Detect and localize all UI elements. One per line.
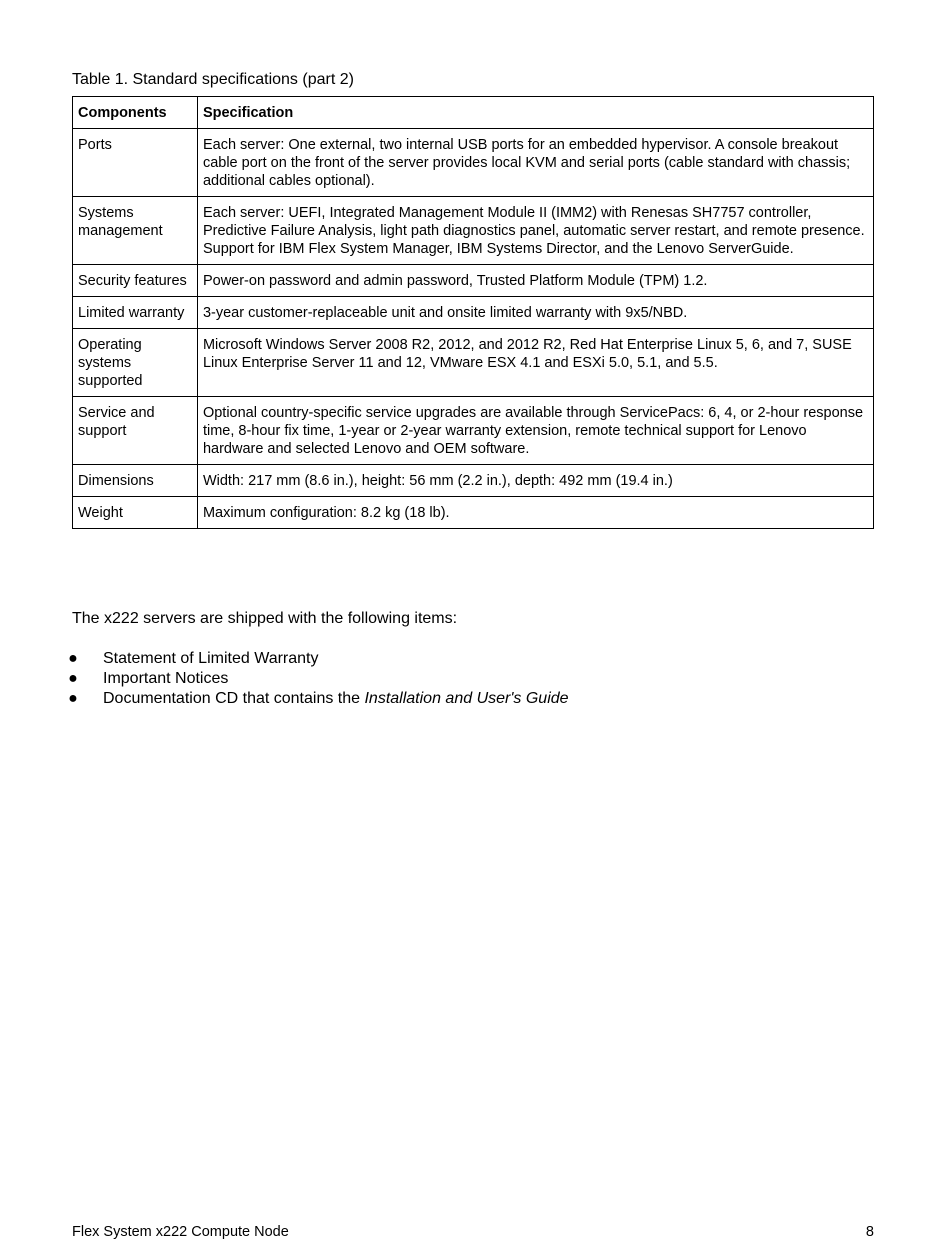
component-cell: Weight	[73, 497, 198, 529]
footer-document-title: Flex System x222 Compute Node	[72, 1224, 289, 1240]
table-row	[73, 297, 874, 329]
specifications-table	[72, 96, 874, 529]
specification-cell: Each server: UEFI, Integrated Management Module II (IMM2) with Renesas SH7757 controller, Predictive Failure Analysis, light path diagnostics panel, automatic server restart, and remote presence. Support for IBM Flex System Manager, IBM Systems Director, and the Lenovo ServerGuide.	[197, 197, 873, 265]
column-header-components: Components	[73, 97, 198, 129]
component-cell: Dimensions	[73, 465, 198, 497]
specification-cell: Maximum configuration: 8.2 kg (18 lb).	[197, 497, 873, 529]
table-caption: Table 1. Standard specifications (part 2)	[72, 71, 354, 88]
specification-cell: Each server: One external, two internal USB ports for an embedded hypervisor. A console breakout cable port on the front of the server provides local KVM and serial ports (cable standard with chassis; additional cables optional).	[197, 129, 873, 197]
footer-page-number: 8	[865, 1224, 874, 1240]
table-row	[73, 129, 874, 197]
bullet-icon: ●	[68, 650, 78, 667]
component-cell: Systems management	[73, 197, 198, 265]
list-item-text: Statement of Limited Warranty	[103, 650, 319, 667]
shipped-items-list	[68, 649, 569, 709]
specification-cell: Optional country-specific service upgrades are available through ServicePacs: 6, 4, or 2-hour response time, 8-hour fix time, 1-year or 2-year warranty extension, remote technical support for Lenovo hardware and selected Lenovo and OEM software.	[197, 397, 873, 465]
bullet-icon: ●	[68, 670, 78, 687]
table-row	[73, 197, 874, 265]
column-header-specification: Specification	[197, 97, 873, 129]
component-cell: Service and support	[73, 397, 198, 465]
table-row	[73, 397, 874, 465]
specification-cell: 3-year customer-replaceable unit and onsite limited warranty with 9x5/NBD.	[197, 297, 873, 329]
table-row	[73, 497, 874, 529]
specification-cell: Power-on password and admin password, Trusted Platform Module (TPM) 1.2.	[197, 265, 873, 297]
table-row	[73, 265, 874, 297]
specification-cell: Width: 217 mm (8.6 in.), height: 56 mm (2.2 in.), depth: 492 mm (19.4 in.)	[197, 465, 873, 497]
component-cell: Ports	[73, 129, 198, 197]
list-item-emphasis: Installation and User's Guide	[364, 690, 569, 707]
specification-cell: Microsoft Windows Server 2008 R2, 2012, and 2012 R2, Red Hat Enterprise Linux 5, 6, and 7, SUSE Linux Enterprise Server 11 and 12, VMware ESX 4.1 and ESXi 5.0, 5.1, and 5.5.	[197, 329, 873, 397]
list-item	[68, 689, 569, 709]
component-cell: Security features	[73, 265, 198, 297]
list-item-text: Important Notices	[103, 670, 229, 687]
table-row	[73, 329, 874, 397]
table-header-row	[73, 97, 874, 129]
component-cell: Operating systems supported	[73, 329, 198, 397]
table-row	[73, 465, 874, 497]
shipped-items-intro: The x222 servers are shipped with the following items:	[72, 610, 458, 627]
component-cell: Limited warranty	[73, 297, 198, 329]
list-item	[68, 669, 569, 689]
list-item-text: Documentation CD that contains the	[103, 690, 365, 707]
list-item	[68, 649, 569, 669]
bullet-icon: ●	[68, 690, 78, 707]
